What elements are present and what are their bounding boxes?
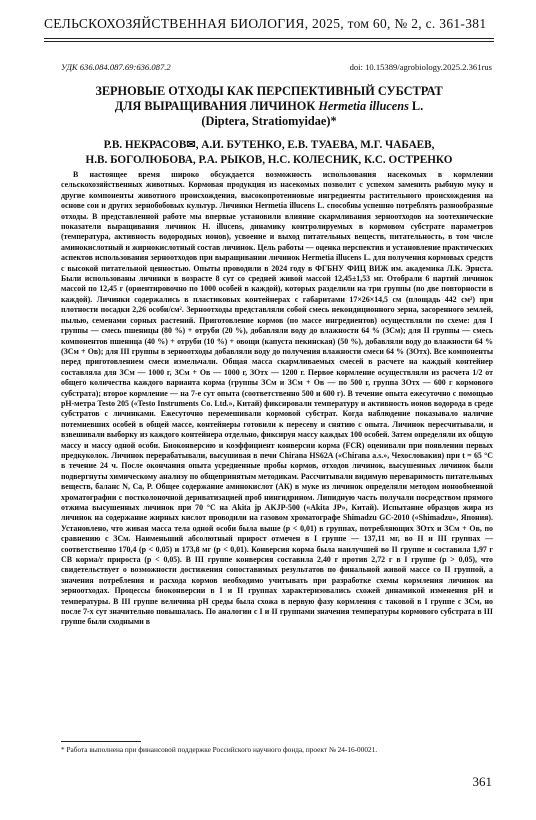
- doi: doi: 10.15389/agrobiology.2025.2.361rus: [349, 62, 492, 72]
- funding-footnote: * Работа выполнена при финансовой поддержке Российского научного фонда, проект № 24-16-00021.: [61, 745, 378, 754]
- header-rule-top: [44, 38, 494, 39]
- footnote-rule: [61, 741, 141, 742]
- article-title: [44, 84, 494, 129]
- header-rule-bottom: [44, 41, 494, 42]
- title-line-2-prefix: ДЛЯ ВЫРАЩИВАНИЯ ЛИЧИНОК: [114, 99, 319, 113]
- journal-header: СЕЛЬСКОХОЗЯЙСТВЕННАЯ БИОЛОГИЯ, 2025, том 60, № 2, с. 361-381: [44, 16, 487, 31]
- author-list: [44, 138, 494, 168]
- authors-line-2: Н.В. БОГОЛЮБОВА, Р.А. РЫКОВ, Н.С. КОЛЕСНИК, К.С. ОСТРЕНКО: [85, 154, 453, 166]
- title-species-name: Hermetia illucens: [318, 99, 409, 113]
- title-line-1: ЗЕРНОВЫЕ ОТХОДЫ КАК ПЕРСПЕКТИВНЫЙ СУБСТРАТ: [95, 84, 443, 98]
- authors-line-1: Р.В. НЕКРАСОВ✉, А.И. БУТЕНКО, Е.В. ТУАЕВА, М.Г. ЧАБАЕВ,: [103, 139, 435, 151]
- title-line-2-suffix: L.: [408, 99, 424, 113]
- abstract-text: В настоящее время широко обсуждается возможность использования насекомых в кормлении сельскохозяйственных животных. Кормовая продукция из насекомых позволит с успехом заменить рыбную муку и другие компоненты животного происхождения, высокопротеиновые ингредиенты растительного происхождения на основе сои и других зернобобовых культур. Личинки Hermetia illucens L. способны успешно потреблять разнообразные отходы. В представленной работе мы впервые установили влияние скармливания зерноотходов на зоотехнические показатели выращивания личинок H. illucens, динамику контролируемых в кормовом субстрате параметров (температура, активность водородных ионов), усвоение и выход питательных веществ, питательность, в том числе аминокислотный и жирнокислотный состав личинок. Цель работы — оценка перспектив и установление практических аспектов использования зерноотходов при выращивании личинок Hermetia illucens L. для получения кормовых средств с высокой питательной ценностью. Опыты проводили в 2024 году в ФГБНУ ФИЦ ВИЖ им. академика Л.К. Эрнста. Были использованы личинки в возрасте 8 сут со средней живой массой 12,45±1,53 мг. Отобрали 6 партий личинок массой по 12,45 г (ориентировочно по 1000 особей в каждой), которых разделили на три группы (по две повторности в каждой). Личинки содержались в пластиковых контейнерах с габаритами 17×26×14,5 см (площадь 442 см²) при плотности посадки 2,26 особи/см². Зерноотходы представляли собой смесь некондиционного зерна, засоренного землей, пылью, семенами сорных растений. Приготовление кормов (по массе ингредиентов) осуществляли по схеме: для I группы — смесь пшеницы (80 %) + отруби (20 %), добавляли воду до влажности 64 % (ЗСм); для II группы — смесь компонентов пшеница (40 %) + отруби (10 %) + овощи (капуста пекинская) (50 %), добавляли воду до влажности 64 % (ЗСм + Ов); для III группы в зерноотходы добавляли воду до получения влажности смеси 64 % (ЗОтх). Все компоненты перед приготовлением смеси измельчали. Общая масса скармливаемых смесей в расчете на каждый контейнер составляла для ЗСм — 1000 г, ЗСм + Ов — 1000 г, ЗОтх — 1200 г. Первое кормление осуществляли из расчета 1/2 от общего количества каждого варианта корма (группы ЗСм и ЗСм + Ов — по 500 г, группа ЗОтх — 600 г кормового субстрата); второе кормление — на 7-е сут опыта (соответственно 500 и 600 г). В течение опыта ежесуточно с помощью pH-метра Testo 205 («Testo Instruments Co. Ltd.», Китай) фиксировали температуру и активность ионов водорода в среде субстратов с личинками. Ежесуточно перемешивали кормовой субстрат. Когда наблюдение показывало наличие потемневших особей в общей массе, контейнеры готовили к пересеву и снятию с опыта. Личинок пересчитывали, и взвешивали выборку из каждого контейнера отдельно, фиксируя массу каждых 100 особей. Затем определяли их общую массу и массу одной особи. Биоконверсию и коэффициент конверсии корма (FCR) оценивали при появлении первых предкуколок. Личинок перерабатывали, высушивая в печи Chirana HS62A («Chirana a.s.», Чехословакия) при t = 65 °C в течение 24 ч. После окончания опыта усредненные пробы кормов, отходов личинок, высушенных личинок были подвергнуты химическому анализу по общепринятым методикам. Рассчитывали видимую переваримость питательных веществ, баланс N, Ca, P. Общее содержание аминокислот (АК) в муке из личинок определяли методом ионообменной хроматографии с постколоночной дериватизацией проб нингидрином. Липидную часть получали посредством прямого отжима высушенных личинок при 70 °C на Akita jp AKJP-500 («Akita JP», Китай). Испытание образцов жира из личинок на содержание жирных кислот проводили на газовом хроматографе Shimadzu GC-2010 («Shimadzu», Япония). Установлено, что живая масса тела одной особи была выше (p < 0,01) в группах, потребляющих ЗОтх и ЗСм + Ов, по сравнению с ЗСм. Наименьший абсолютный прирост отмечен в I группе — 137,11 мг, во II и III группах — соответственно 170,4 (p < 0,05) и 173,8 мг (p < 0,01). Конверсия корма была наилучшей во II группе и составила 1,97 г СВ корма/г прироста (p < 0,05). В III группе конверсия составила 2,40 г против 2,72 г в I группе (p > 0,05), что свидетельствует о возможности достижения сопоставимых результатов по финальной живой массе со II группой, а значения потребления и расхода кормов необходимо учитывать при разработке схемы кормления личинок на зерноотходах. Процессы биоконверсии в I и II группах характеризовались схожей динамикой изменения pH и температуры. В III группе величина pH среды была схожа в первую фазу кормления с таковой в I группе с ЗСм, но после 7-х сут значительно повышалась. По аналогии с I и II группами значения температуры кормового субстрата в III группе были сходными в: [61, 170, 493, 627]
- udk-code: УДК 636.084.087.69:636.087.2: [61, 62, 171, 72]
- abstract: [61, 170, 493, 628]
- title-line-2: [44, 99, 494, 114]
- title-line-3: (Diptera, Stratiomyidae)*: [201, 114, 337, 128]
- page-number: 361: [472, 774, 492, 789]
